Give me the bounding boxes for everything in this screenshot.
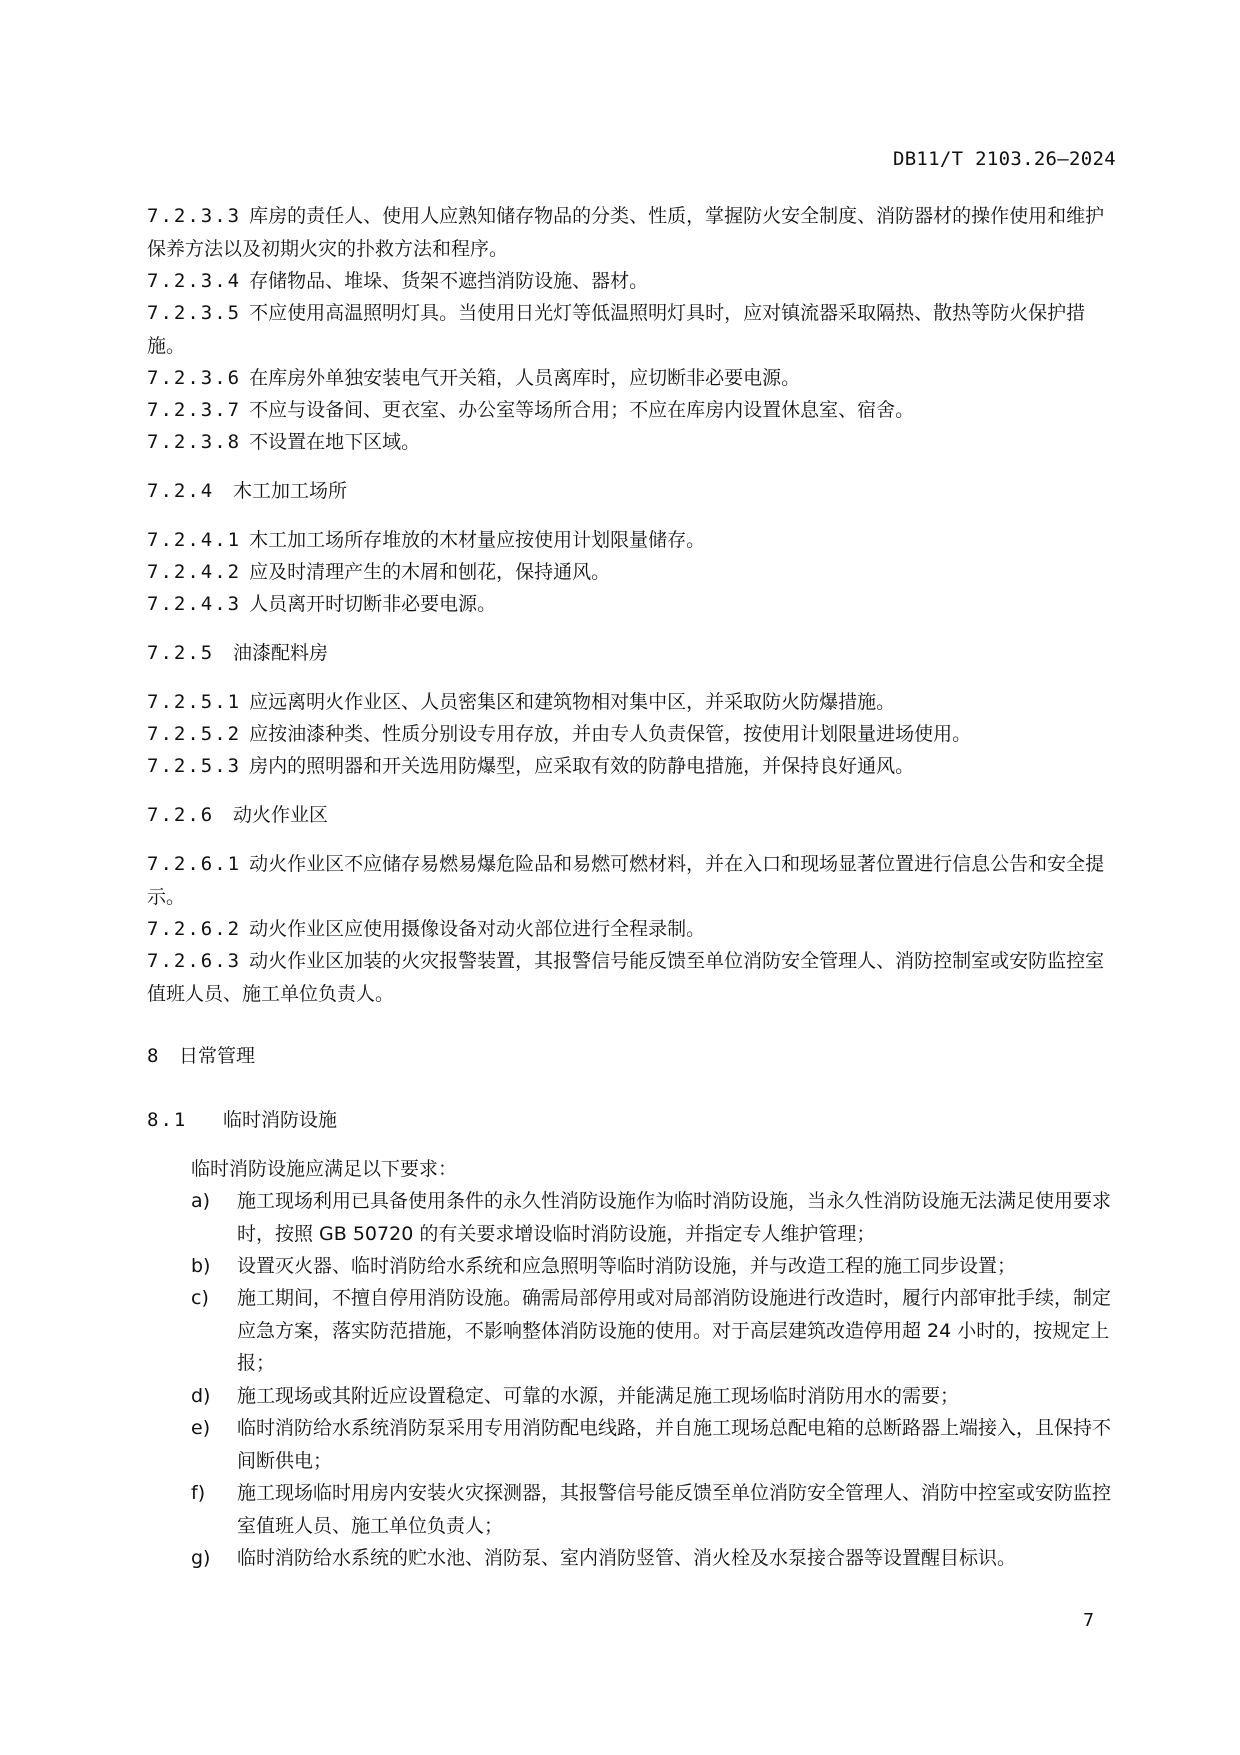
list-label: d) xyxy=(191,1385,211,1407)
chapter-heading-8 xyxy=(147,1040,1117,1073)
section-number: 7.2.5 xyxy=(147,642,215,664)
list-text: 施工期间，不擅自停用消防设施。确需局部停用或对局部消防设施进行改造时，履行内部审批手续，制定应急方案，落实防范措施，不影响整体消防设施的使用。对于高层建筑改造停用超 24 小时的，按规定上报； xyxy=(237,1287,1112,1374)
clause-number: 7.2.4.3 xyxy=(147,593,242,615)
clause-text: 不设置在地下区域。 xyxy=(249,431,421,453)
list-text: 施工现场利用已具备使用条件的永久性消防设施作为临时消防设施，当永久性消防设施无法满足使用要求时，按照 GB 50720 的有关要求增设临时消防设施，并指定专人维护管理； xyxy=(237,1190,1112,1245)
clause-text: 房内的照明器和开关选用防爆型，应采取有效的防静电措施，并保持良好通风。 xyxy=(249,755,915,777)
clause-7-2-3-8 xyxy=(147,426,1117,459)
section-title: 动火作业区 xyxy=(233,804,329,826)
list-item-d xyxy=(191,1380,1117,1413)
list-item-b xyxy=(191,1250,1117,1283)
section-title: 临时消防设施 xyxy=(223,1109,338,1131)
section-number: 8.1 xyxy=(147,1109,188,1131)
document-id: DB11/T 2103.26—2024 xyxy=(892,148,1116,170)
clause-number: 7.2.5.1 xyxy=(147,691,242,713)
clause-7-2-4-2 xyxy=(147,556,1117,589)
clause-text: 存储物品、堆垛、货架不遮挡消防设施、器材。 xyxy=(249,270,649,292)
section-heading-7-2-4 xyxy=(147,475,1117,508)
clause-7-2-6-2 xyxy=(147,913,1117,946)
list-text: 施工现场临时用房内安装火灾探测器，其报警信号能反馈至单位消防安全管理人、消防中控室或安防监控室值班人员、施工单位负责人； xyxy=(237,1482,1112,1537)
list-label: b) xyxy=(191,1255,211,1277)
chapter-number: 8 xyxy=(147,1045,159,1067)
clause-number: 7.2.3.8 xyxy=(147,431,242,453)
clause-text: 应按油漆种类、性质分别设专用存放，并由专人负责保管，按使用计划限量进场使用。 xyxy=(249,723,972,745)
clause-number: 7.2.3.5 xyxy=(147,302,242,324)
page-number: 7 xyxy=(1083,1610,1094,1631)
clause-7-2-6-3 xyxy=(147,945,1117,1010)
list-item-g xyxy=(191,1542,1117,1575)
clause-number: 7.2.4.1 xyxy=(147,529,242,551)
clause-text: 应及时清理产生的木屑和刨花，保持通风。 xyxy=(249,561,611,583)
chapter-title: 日常管理 xyxy=(179,1045,256,1067)
clause-number: 7.2.3.6 xyxy=(147,367,242,389)
list-text: 施工现场或其附近应设置稳定、可靠的水源，并能满足施工现场临时消防用水的需要； xyxy=(237,1385,960,1407)
section-number: 7.2.4 xyxy=(147,480,215,502)
clause-text: 库房的责任人、使用人应熟知储存物品的分类、性质，掌握防火安全制度、消防器材的操作使用和维护保养方法以及初期火灾的扑救方法和程序。 xyxy=(147,205,1105,260)
section-heading-7-2-5 xyxy=(147,637,1117,670)
clause-text: 动火作业区不应储存易燃易爆危险品和易燃可燃材料，并在入口和现场显著位置进行信息公告和安全提示。 xyxy=(147,853,1105,908)
clause-7-2-5-1 xyxy=(147,686,1117,719)
list-label: a) xyxy=(191,1190,211,1212)
clause-7-2-5-2 xyxy=(147,718,1117,751)
list-text: 临时消防给水系统的贮水池、消防泵、室内消防竖管、消火栓及水泵接合器等设置醒目标识。 xyxy=(237,1547,1017,1569)
clause-text: 不应与设备间、更衣室、办公室等场所合用；不应在库房内设置休息室、宿舍。 xyxy=(249,399,915,421)
list-item-a xyxy=(191,1185,1117,1250)
clause-7-2-3-7 xyxy=(147,394,1117,427)
list-label: f) xyxy=(191,1482,206,1504)
clause-number: 7.2.5.2 xyxy=(147,723,242,745)
clause-text: 木工加工场所存堆放的木材量应按使用计划限量储存。 xyxy=(249,529,706,551)
list-label: c) xyxy=(191,1287,209,1309)
clause-number: 7.2.5.3 xyxy=(147,755,242,777)
clause-number: 7.2.3.4 xyxy=(147,270,242,292)
clause-7-2-4-1 xyxy=(147,524,1117,557)
list-label: g) xyxy=(191,1547,211,1569)
list-item-e xyxy=(191,1412,1117,1477)
clause-number: 7.2.6.3 xyxy=(147,950,242,972)
list-item-f xyxy=(191,1477,1117,1542)
section-intro: 临时消防设施应满足以下要求： xyxy=(191,1158,458,1180)
clause-number: 7.2.6.1 xyxy=(147,853,242,875)
section-title: 木工加工场所 xyxy=(233,480,348,502)
clause-number: 7.2.3.3 xyxy=(147,205,242,227)
clause-text: 不应使用高温照明灯具。当使用日光灯等低温照明灯具时，应对镇流器采取隔热、散热等防火保护措施。 xyxy=(147,302,1086,357)
clause-text: 人员离开时切断非必要电源。 xyxy=(249,593,497,615)
section-number: 7.2.6 xyxy=(147,804,215,826)
list-text: 设置灭火器、临时消防给水系统和应急照明等临时消防设施，并与改造工程的施工同步设置； xyxy=(237,1255,1017,1277)
section-heading-8-1 xyxy=(147,1104,1117,1137)
section-heading-7-2-6 xyxy=(147,799,1117,832)
clause-7-2-5-3 xyxy=(147,750,1117,783)
clause-7-2-3-3 xyxy=(147,200,1117,265)
clause-text: 在库房外单独安装电气开关箱，人员离库时，应切断非必要电源。 xyxy=(249,367,801,389)
clause-7-2-3-5 xyxy=(147,297,1117,362)
clause-number: 7.2.4.2 xyxy=(147,561,242,583)
clause-7-2-3-4 xyxy=(147,265,1117,298)
list-text: 临时消防给水系统消防泵采用专用消防配电线路，并自施工现场总配电箱的总断路器上端接入，且保持不间断供电； xyxy=(237,1417,1112,1472)
clause-number: 7.2.6.2 xyxy=(147,918,242,940)
clause-7-2-6-1 xyxy=(147,848,1117,913)
list-label: e) xyxy=(191,1417,211,1439)
clause-text: 应远离明火作业区、人员密集区和建筑物相对集中区，并采取防火防爆措施。 xyxy=(249,691,896,713)
section-title: 油漆配料房 xyxy=(233,642,329,664)
clause-7-2-3-6 xyxy=(147,362,1117,395)
clause-text: 动火作业区应使用摄像设备对动火部位进行全程录制。 xyxy=(249,918,706,940)
list-item-c xyxy=(191,1282,1117,1380)
clause-text: 动火作业区加装的火灾报警装置，其报警信号能反馈至单位消防安全管理人、消防控制室或安防监控室值班人员、施工单位负责人。 xyxy=(147,950,1105,1005)
clause-7-2-4-3 xyxy=(147,588,1117,621)
clause-number: 7.2.3.7 xyxy=(147,399,242,421)
